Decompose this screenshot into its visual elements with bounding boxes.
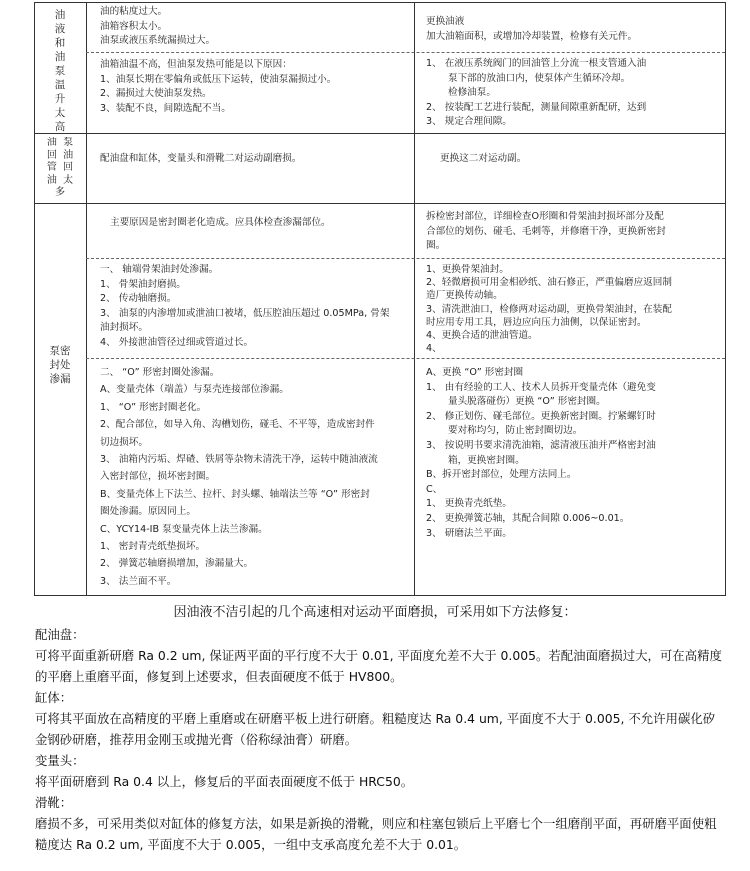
cause-line: 一、 轴端骨架油封处渗漏。 <box>100 264 219 275</box>
remedy-line: 箱，更换密封圈。 <box>448 454 525 466</box>
section-body: 磨损不多，可采用类似对缸体的修复方法，如果是新换的滑靴，则应和柱塞包锁后上平磨七个一组磨削平面，再研磨平面使粗糙度达 Ra 0.2 um, 平面度不大于 0.005，一组中支承高度允差不大于 0.01。 <box>35 816 717 852</box>
cause-cell <box>100 263 412 357</box>
remedy-cell <box>426 57 721 132</box>
cause-line: C、YCY14-IB 泵变量壳体上法兰渗漏。 <box>100 523 268 535</box>
remedy-line: 2、 按装配工艺进行装配，测量间隙重新配研，达到 <box>426 101 647 113</box>
repair-heading: 因油液不洁引起的几个高速相对运动平面磨损，可采用如下方法修复： <box>173 605 577 620</box>
remedy-line: 3、 规定合理间隙。 <box>426 116 512 128</box>
label-column-divider <box>86 2 87 596</box>
cause-cell <box>100 5 410 51</box>
section-title: 变量头： <box>35 753 85 768</box>
remedy-line: 要对称均匀，防止密封圈切边。 <box>448 425 583 437</box>
row-divider-2 <box>34 133 726 134</box>
row-label-return-oil <box>36 137 84 201</box>
table-bottom-border <box>34 595 726 596</box>
row-label-text: 油 液 和 油 泵 温 升 太 高 <box>54 9 66 132</box>
section-title: 缸体： <box>35 690 73 705</box>
cause-line: 配油盘和缸体，变量头和滑靴二对运动副磨损。 <box>100 153 302 164</box>
cause-line: 油的粘度过大。 <box>100 6 168 17</box>
remedy-line: 量头脱落碰伤）更换 “O” 形密封圈。 <box>448 396 606 408</box>
row-divider-5 <box>86 358 725 359</box>
remedy-line: 泵下部的放油口内，使泵体产生循环冷却。 <box>448 72 631 84</box>
cause-line: 1、油泵长期在零偏角或低压下运转，使油泵漏损过小。 <box>100 73 337 85</box>
remedy-line: 更换这二对运动副。 <box>440 153 527 164</box>
row-label-text: 油 泵 回 油 管 回 油 太 多 <box>46 137 74 198</box>
cause-line: 1、 密封青壳纸垫损坏。 <box>100 541 206 553</box>
cause-line: 3、 油箱内污垢、焊碴、铁屑等杂物未清洗干净，运转中随油液流 <box>100 454 378 466</box>
row-divider-3 <box>34 203 726 204</box>
cause-line: 3、 油泵的内渗增加或泄油口被堵，低压腔油压超过 0.05MPa, 骨架 <box>100 307 390 319</box>
remedy-line: A、更换 “O” 形密封圈 <box>426 367 524 378</box>
remedy-line: B、拆开密封部位，处理方法同上。 <box>426 469 577 481</box>
cause-line: 入密封部位，损坏密封圈。 <box>100 471 216 483</box>
remedy-line: C、 <box>426 483 443 495</box>
section-title: 配油盘： <box>35 627 85 642</box>
row-label-oil-temperature <box>36 8 84 132</box>
cause-line: 2、 弹簧芯轴磨损增加，渗漏量大。 <box>100 558 254 570</box>
remedy-line: 圈。 <box>426 240 446 252</box>
cause-cell <box>100 152 410 192</box>
remedy-line: 时应用专用工具，唇边应向压力油侧，以保证密封。 <box>426 316 647 328</box>
cause-line: 2、配合部位，如导入角、沟槽划伤，碰毛、不平等，造成密封件 <box>100 419 375 431</box>
cause-line: 2、 传动轴磨损。 <box>100 293 177 305</box>
section-body: 将平面研磨到 Ra 0.4 以上，修复后的平面表面硬度不低于 HRC50。 <box>35 774 414 789</box>
cause-line: 油箱油温不高，但油泵发热可能是以下原因： <box>100 59 292 70</box>
remedy-line: 检修油泵。 <box>448 87 496 99</box>
remedy-line: 2、轻微磨损可用金相砂纸、油石修正，严重偏磨应返回制 <box>426 277 672 289</box>
cause-line: 2、漏损过大使油泵发热。 <box>100 88 212 100</box>
remedy-line: 3、清洗泄油口，检修两对运动副，更换骨架油封，在装配 <box>426 303 672 315</box>
remedy-line: 拆检密封部位，详细检查O形圈和骨架油封损坏部分及配 <box>426 211 664 222</box>
table-top-border <box>34 2 726 3</box>
remedy-line: 1、 在液压系统阀门的回油管上分流一根支管通入油 <box>426 58 647 69</box>
cause-line: 4、 外接泄油管径过细或管道过长。 <box>100 336 254 348</box>
remedy-line: 4、 <box>426 343 442 355</box>
remedy-line: 3、 按说明书要求清洗油箱，滤清液压油并严格密封油 <box>426 439 656 451</box>
cause-line: A、变量壳体（端盖）与泵壳连接部位渗漏。 <box>100 384 289 396</box>
cause-cell <box>100 58 410 132</box>
section-body: 可将其平面放在高精度的平磨上重磨或在研磨平板上进行研磨。粗糙度达 Ra 0.4 um, 平面度不大于 0.005, 不允许用碳化矽金钢砂研磨，推荐用金刚玉或抛光膏（俗称绿油膏）研磨。 <box>35 711 716 747</box>
cause-line: 油封损坏。 <box>100 322 148 334</box>
section-title: 滑靴： <box>35 795 73 810</box>
table-right-border <box>725 2 726 596</box>
cause-line: 圈处渗漏。原因同上。 <box>100 506 196 518</box>
remedy-cell <box>426 210 721 256</box>
row-label-text: 泵密 封处 渗漏 <box>49 345 71 385</box>
remedy-line: 加大油箱面积，或增加冷却装置，检修有关元件。 <box>426 30 638 42</box>
remedy-line: 4、更换合适的泄油管道。 <box>426 330 538 342</box>
cause-cell <box>100 364 412 594</box>
cause-line: 3、 法兰面不平。 <box>100 575 177 587</box>
row-label-seal-leak <box>36 344 84 394</box>
remedy-cell <box>426 15 721 51</box>
remedy-line: 3、 研磨法兰平面。 <box>426 527 512 539</box>
cause-line: 1、 骨架油封磨损。 <box>100 278 186 290</box>
row-divider-4 <box>86 258 725 259</box>
remedy-line: 2、 更换弹簧芯轴，其配合间隙 0.006~0.01。 <box>426 512 630 524</box>
cause-line: 油箱容积太小。 <box>100 20 168 32</box>
remedy-line: 1、 由有经验的工人、技术人员拆开变量壳体（避免变 <box>426 381 656 393</box>
remedy-line: 更换油液 <box>426 16 465 27</box>
remedy-line: 1、更换骨架油封。 <box>426 264 509 275</box>
remedy-cell <box>426 366 721 594</box>
section-body: 可将平面重新研磨 Ra 0.2 um, 保证两平面的平行度不大于 0.01, 平面度允差不大于 0.005。若配油面磨损过大，可在高精度的平磨上重磨平面，修复到上述要求，但表面硬度不低于 HV800。 <box>35 648 722 684</box>
cause-line: 3、装配不良，间隙选配不当。 <box>100 102 231 114</box>
remedy-cell <box>426 263 721 357</box>
cause-line: 二、 “O” 形密封圈处渗漏。 <box>100 367 220 378</box>
remedy-line: 合部位的划伤、碰毛、毛刺等，并修磨干净，更换新密封 <box>426 225 666 237</box>
row-divider-1 <box>86 52 725 53</box>
cause-line: 1、 “O” 形密封圈老化。 <box>100 401 207 413</box>
cause-line: 油泵或液压系统漏损过大。 <box>100 35 216 47</box>
remedy-line: 1、 更换青壳纸垫。 <box>426 498 512 510</box>
cause-remedy-divider <box>414 2 415 596</box>
remedy-line: 造厂更换传动轴。 <box>426 290 503 302</box>
cause-line: B、变量壳体上下法兰、拉杆、封头螺、轴端法兰等 “O” 形密封 <box>100 488 370 500</box>
remedy-cell <box>440 152 720 192</box>
cause-line: 切边损坏。 <box>100 436 148 448</box>
cause-cell <box>110 216 410 256</box>
table-left-border <box>34 2 35 596</box>
remedy-line: 2、 修正划伤、碰毛部位。更换新密封圈。拧紧螺钉时 <box>426 410 656 422</box>
cause-line: 主要原因是密封圈老化造成。应具体检查渗漏部位。 <box>110 217 331 228</box>
